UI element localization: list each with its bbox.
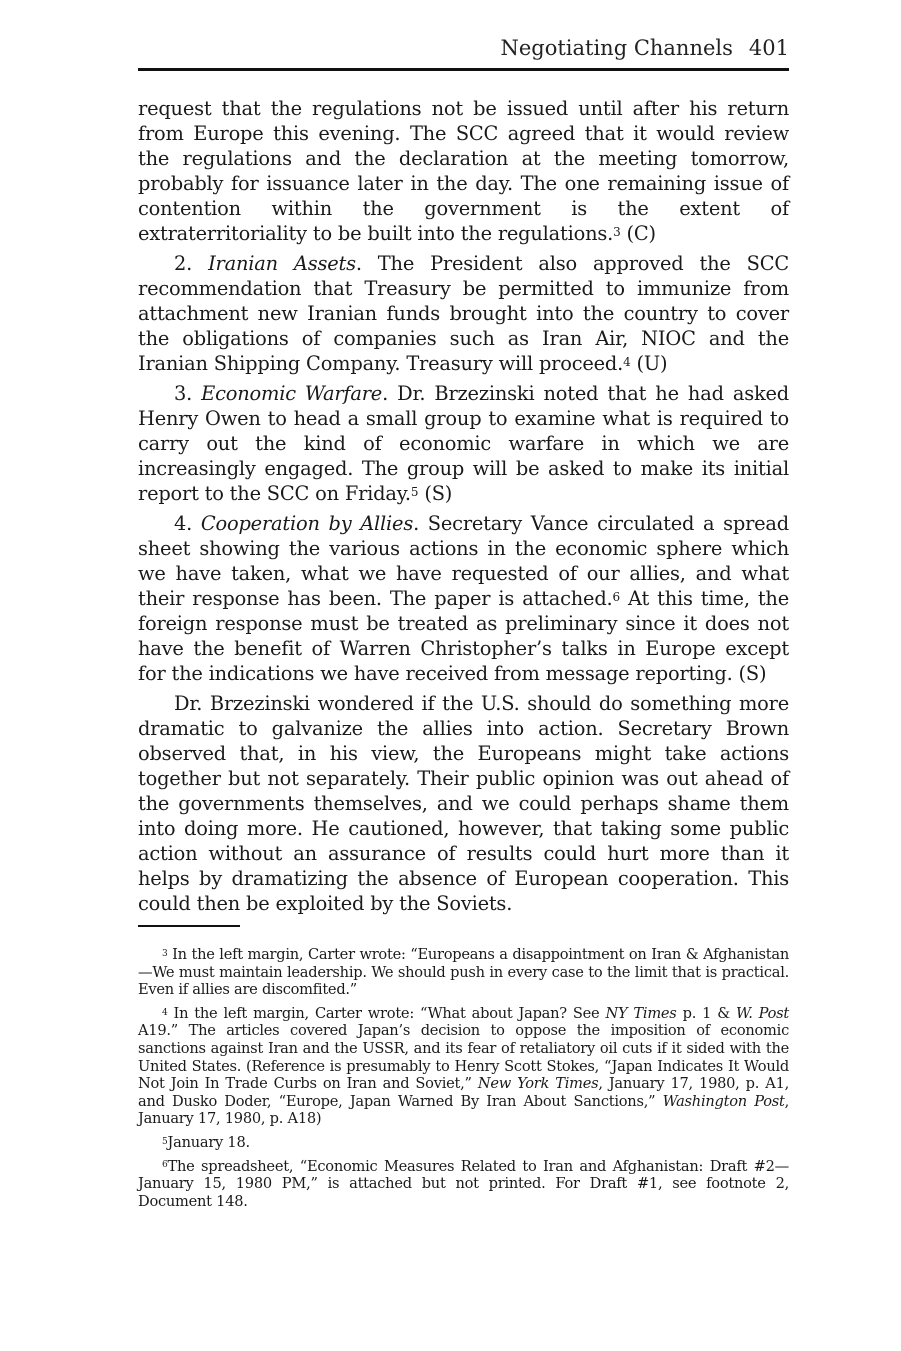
section-heading-economic-warfare: Economic Warfare — [201, 382, 383, 405]
footnote-3: $^3$ In the left margin, Carter wrote: “Europeans a disappointment on Iran & Afghanistan—We must maintain leadership. We should push in every case to the limit that is practical. Even if allies are discomfited.” — [138, 946, 789, 999]
header-title: Negotiating Channels — [500, 36, 733, 60]
paragraph-1: request that the regulations not be issued until after his return from Europe this evening. The SCC agreed that it would review the regulations and the declaration at the meeting tomorrow, probably for issuance later in the day. The one remaining issue of contention within the government is the extent of extraterritoriality to be built into the regulations.$^3$ (C) — [138, 97, 789, 245]
page-number: 401 — [748, 36, 789, 60]
header-rule — [138, 68, 789, 71]
section-heading-iranian-assets: Iranian Assets — [208, 252, 356, 275]
body-text — [138, 96, 789, 921]
footnote-ref-5[interactable]: 5 — [410, 484, 419, 499]
footnote-ref-6[interactable]: 6 — [612, 589, 620, 604]
footnote-ref-3[interactable]: 3 — [613, 224, 621, 239]
footnote-6: $^6$The spreadsheet, “Economic Measures Related to Iran and Afghanistan: Draft #2—January 15, 1980 PM,” is attached but not printed. For Draft #1, see footnote 2, Document 148. — [138, 1157, 789, 1210]
footnote-rule — [138, 925, 240, 927]
paragraph-cooperation-by-allies: 4. Cooperation by Allies. Secretary Vance circulated a spread sheet showing the various actions in the economic sphere which we have taken, what we have requested of our allies, and what their response has been. The paper is attached.$^6$ At this time, the foreign response must be treated as preliminary since it does not have the benefit of Warren Christopher’s talks in Europe except for the indications we have received from message reporting. (S) — [138, 512, 789, 685]
section-heading-cooperation-by-allies: Cooperation by Allies — [200, 512, 414, 535]
footnote-4: $^4$ In the left margin, Carter wrote: “What about Japan? See NY Times p. 1 & W. Post A19.” The articles covered Japan’s decision to oppose the imposition of economic sanctions against Iran and the USSR, and its fear of retaliatory oil cuts if it sided with the United States. (Reference is presumably to Henry Scott Stokes, “Japan Indicates It Would Not Join In Trade Curbs on Iran and Soviet,” New York Times, January 17, 1980, p. A1, and Dusko Doder, “Europe, Japan Warned By Iran About Sanctions,” Washington Post, January 17, 1980, p. A18) — [138, 1004, 790, 1128]
running-header — [138, 36, 789, 60]
footnote-5: $^5$January 18. — [162, 1133, 250, 1151]
footnote-ref-4[interactable]: 4 — [623, 354, 631, 369]
footnotes — [138, 946, 789, 1216]
paragraph-5: Dr. Brzezinski wondered if the U.S. should do something more dramatic to galvanize the allies into action. Secretary Brown observed that, in his view, the Europeans might take actions together but not separately. Their public opinion was out ahead of the governments themselves, and we could perhaps shame them into doing more. He cautioned, however, that taking some public action without an assurance of results could hurt more than it helps by dramatizing the absence of European cooperation. This could then be exploited by the Soviets. — [138, 692, 789, 915]
paragraph-economic-warfare: 3. Economic Warfare. Dr. Brzezinski noted that he had asked Henry Owen to head a small group to examine what is required to carry out the kind of economic warfare in which we are increasingly engaged. The group will be asked to make its initial report to the SCC on Friday.$^5$ (S) — [138, 382, 789, 505]
paragraph-iranian-assets: 2. Iranian Assets. The President also approved the SCC recommendation that Treasury be permitted to immunize from attachment new Iranian funds brought into the country to cover the obligations of companies such as Iran Air, NIOC and the Iranian Shipping Company. Treasury will proceed.$^4$ (U) — [138, 252, 790, 375]
